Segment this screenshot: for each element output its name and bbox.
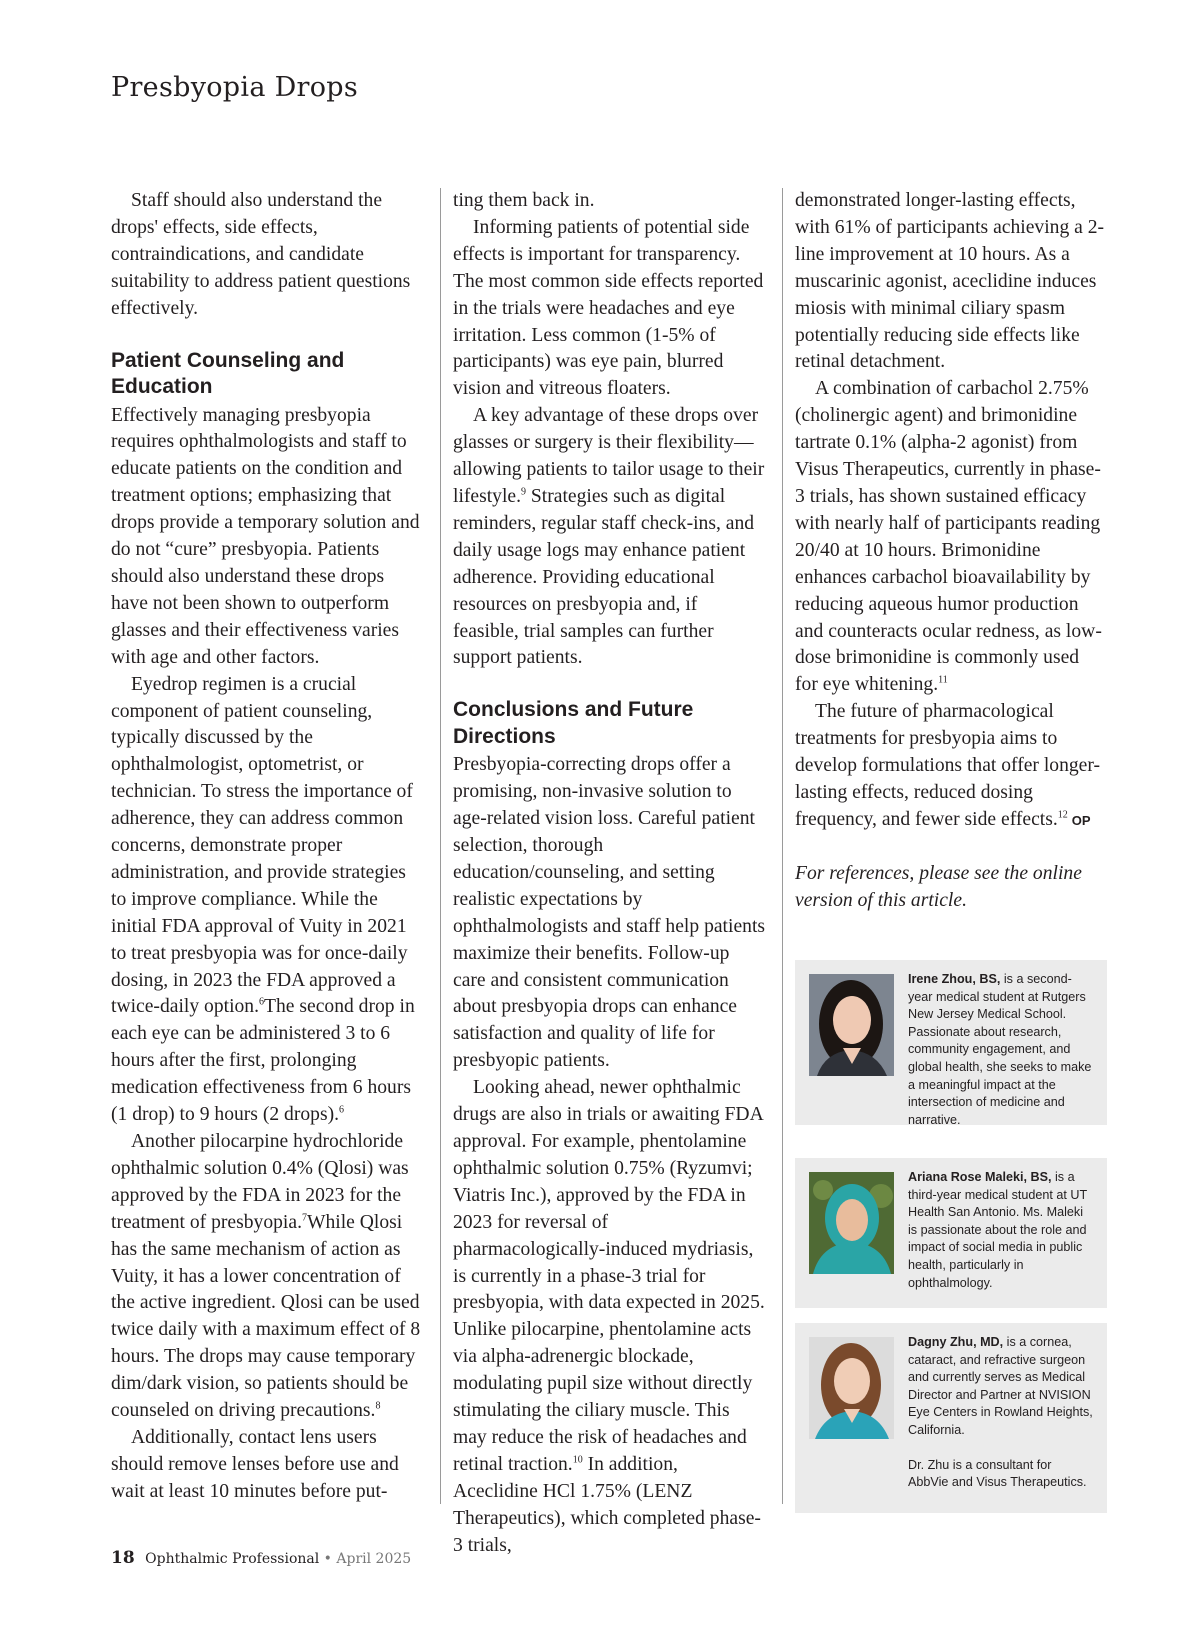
references-note: For references, please see the online version of this article. [795,862,1082,911]
reference-marker: 11 [938,674,948,686]
paragraph: demonstrated longer-lasting effects, with 61% of participants achieving a 2-line improvement at 10 hours. As a muscarinic agonist, aceclidine induces miosis with minimal ciliary spasm potentially reducing side effects like retinal detachment. [795,190,1105,373]
author-photo [809,1337,894,1439]
paragraph: The future of pharmacological treatments for presbyopia aims to develop formulations that offer longer-lasting effects, reduced dosing frequency, and fewer side effects.$^{12}$ OP [795,701,1101,830]
reference-marker: 12 [1057,809,1068,821]
paragraph: Looking ahead, newer ophthalmic drugs are also in trials or awaiting FDA approval. For example, phentolamine ophthalmic solution 0.75% (Ryzumvi; Viatris Inc.), approved by the FDA in 2023 for reversal of pharmacologically-induced mydriasis, is currently in a phase-3 trial for presbyopia, with data expected in 2025. Unlike pilocarpine, phentolamine acts via alpha-adrenergic blockade, modulating pupil size without directly stimulating the ciliary muscle. This may reduce the risk of headaches and retinal traction.$^{10}$ In addition, Aceclidine HCl 1.75% (LENZ Therapeutics), which completed phase-3 trials, [453,1077,765,1556]
page-number: 18 [111,1548,135,1568]
paragraph: Staff should also understand the drops' effects, side effects, contraindications, and candidate suitability to address patient questions effectively. [111,190,411,319]
author-bio-text: Dagny Zhu, MD, is a cornea, cataract, and refractive surgeon and currently serves as Medical Director and Partner at NVISION Eye Centers in Rowland Heights, California. Dr. Zhu is a consultant for AbbVie and Visus Therapeutics. [908,1334,1094,1492]
paragraph: Another pilocarpine hydrochloride ophthalmic solution 0.4% (Qlosi) was approved by the FDA in 2023 for the treatment of presbyopia.$^7$While Qlosi has the same mechanism of action as Vuity, it has a lower concentration of the active ingredient. Qlosi can be used twice daily with a maximum effect of 8 hours. The drops may cause temporary dim/dark vision, so patients should be counseled on driving precautions.$^8$ [111,1131,421,1422]
footer-separator: • [323,1551,332,1567]
author-photo [809,1172,894,1274]
author-bio-text: Irene Zhou, BS, is a second-year medical student at Rutgers New Jersey Medical School. Passionate about research, community engagement, and global health, she seeks to make a meaningful impact at the intersection of medicine and narrative. [908,972,1092,1127]
paragraph: Eyedrop regimen is a crucial component of patient counseling, typically discussed by the ophthalmologist, optometrist, or technician. To stress the importance of adherence, they can address common concerns, demonstrate proper administration, and provide strategies to improve compliance. While the initial FDA approval of Vuity in 2021 to treat presbyopia was for once-daily dosing, in 2023 the FDA approved a twice-daily option.$^6$The second drop in each eye can be administered 3 to 6 hours after the first, prolonging medication effectiveness from 6 hours (1 drop) to 9 hours (2 drops).$^6$ [111,673,415,1126]
page-footer [111,1548,411,1568]
reference-marker: 7 [301,1212,307,1224]
section-title: Presbyopia Drops [111,72,359,103]
column-divider [782,188,783,1504]
publication-name: Ophthalmic Professional [145,1551,320,1567]
reference-marker: 6 [339,1104,345,1116]
author-bio-dagny-zhu [795,1323,1107,1513]
paragraph: Effectively managing presbyopia requires ophthalmologists and staff to educate patients on the condition and treatment options; emphasizing that drops provide a temporary solution and do not “cure” presbyopia. Patients should also understand these drops have not been shown to outperform glasses and their effectiveness varies with age and other factors. [111,404,420,668]
author-name: Dagny Zhu, MD, [908,1335,1004,1349]
column-2 [453,188,765,1560]
paragraph: Informing patients of potential side effects is important for transparency. The most common side effects reported in the trials were headaches and eye irritation. Less common (1-5% of participants) was eye pain, blurred vision and vitreous floaters. [453,216,764,400]
section-heading-conclusions: Conclusions and Future Directions [453,698,694,748]
section-heading-patient-counseling: Patient Counseling and Education [111,348,345,399]
paragraph: Presbyopia-correcting drops offer a promising, non-invasive solution to age-related vision loss. Careful patient selection, thorough education/counseling, and setting realistic expectations by ophthalmologists and staff help patients maximize their benefits. Follow-up care and consistent communication about presbyopia drops can enhance satisfaction and quality of life for presbyopic patients. [453,754,766,1072]
reference-marker: 10 [572,1454,583,1466]
paragraph: A combination of carbachol 2.75% (cholinergic agent) and brimonidine tartrate 0.1% (alpha-2 agonist) from Visus Therapeutics, currently in phase-3 trials, has shown sustained efficacy with nearly half of participants reading 20/40 at 10 hours. Brimonidine enhances carbachol bioavailability by reducing aqueous humor production and counteracts ocular redness, as low-dose brimonidine is commonly used for eye whitening.$^{11}$ [795,378,1102,696]
column-1 [111,188,423,1506]
paragraph: ting them back in. [453,190,595,211]
column-3 [795,188,1105,915]
issue-date: April 2025 [336,1551,412,1567]
reference-marker: 6 [259,996,265,1008]
author-name: Ariana Rose Maleki, BS, [908,1170,1052,1184]
column-divider [440,188,441,1504]
author-name: Irene Zhou, BS, [908,972,1001,986]
author-bio-ariana-maleki [795,1158,1107,1308]
author-bio-text: Ariana Rose Maleki, BS, is a third-year medical student at UT Health San Antonio. Ms. Maleki is passionate about the role and impact of social media in public health, particularly in ophthalmology. [908,1170,1087,1290]
author-photo [809,974,894,1076]
paragraph: A key advantage of these drops over glasses or surgery is their flexibility—allowing patients to tailor usage to their lifestyle.$^9$ Strategies such as digital reminders, regular staff check-ins, and daily usage logs may enhance patient adherence. Providing educational resources on presbyopia and, if feasible, trial samples can further support patients. [453,405,765,669]
reference-marker: 9 [521,486,527,498]
paragraph: Additionally, contact lens users should remove lenses before use and wait at least 10 minutes before put- [111,1426,399,1502]
author-disclosure: Dr. Zhu is a consultant for AbbVie and Visus Therapeutics. [908,1457,1087,1490]
end-mark: OP [1071,812,1091,828]
author-bio-irene-zhou [795,960,1107,1125]
reference-marker: 8 [375,1400,381,1412]
